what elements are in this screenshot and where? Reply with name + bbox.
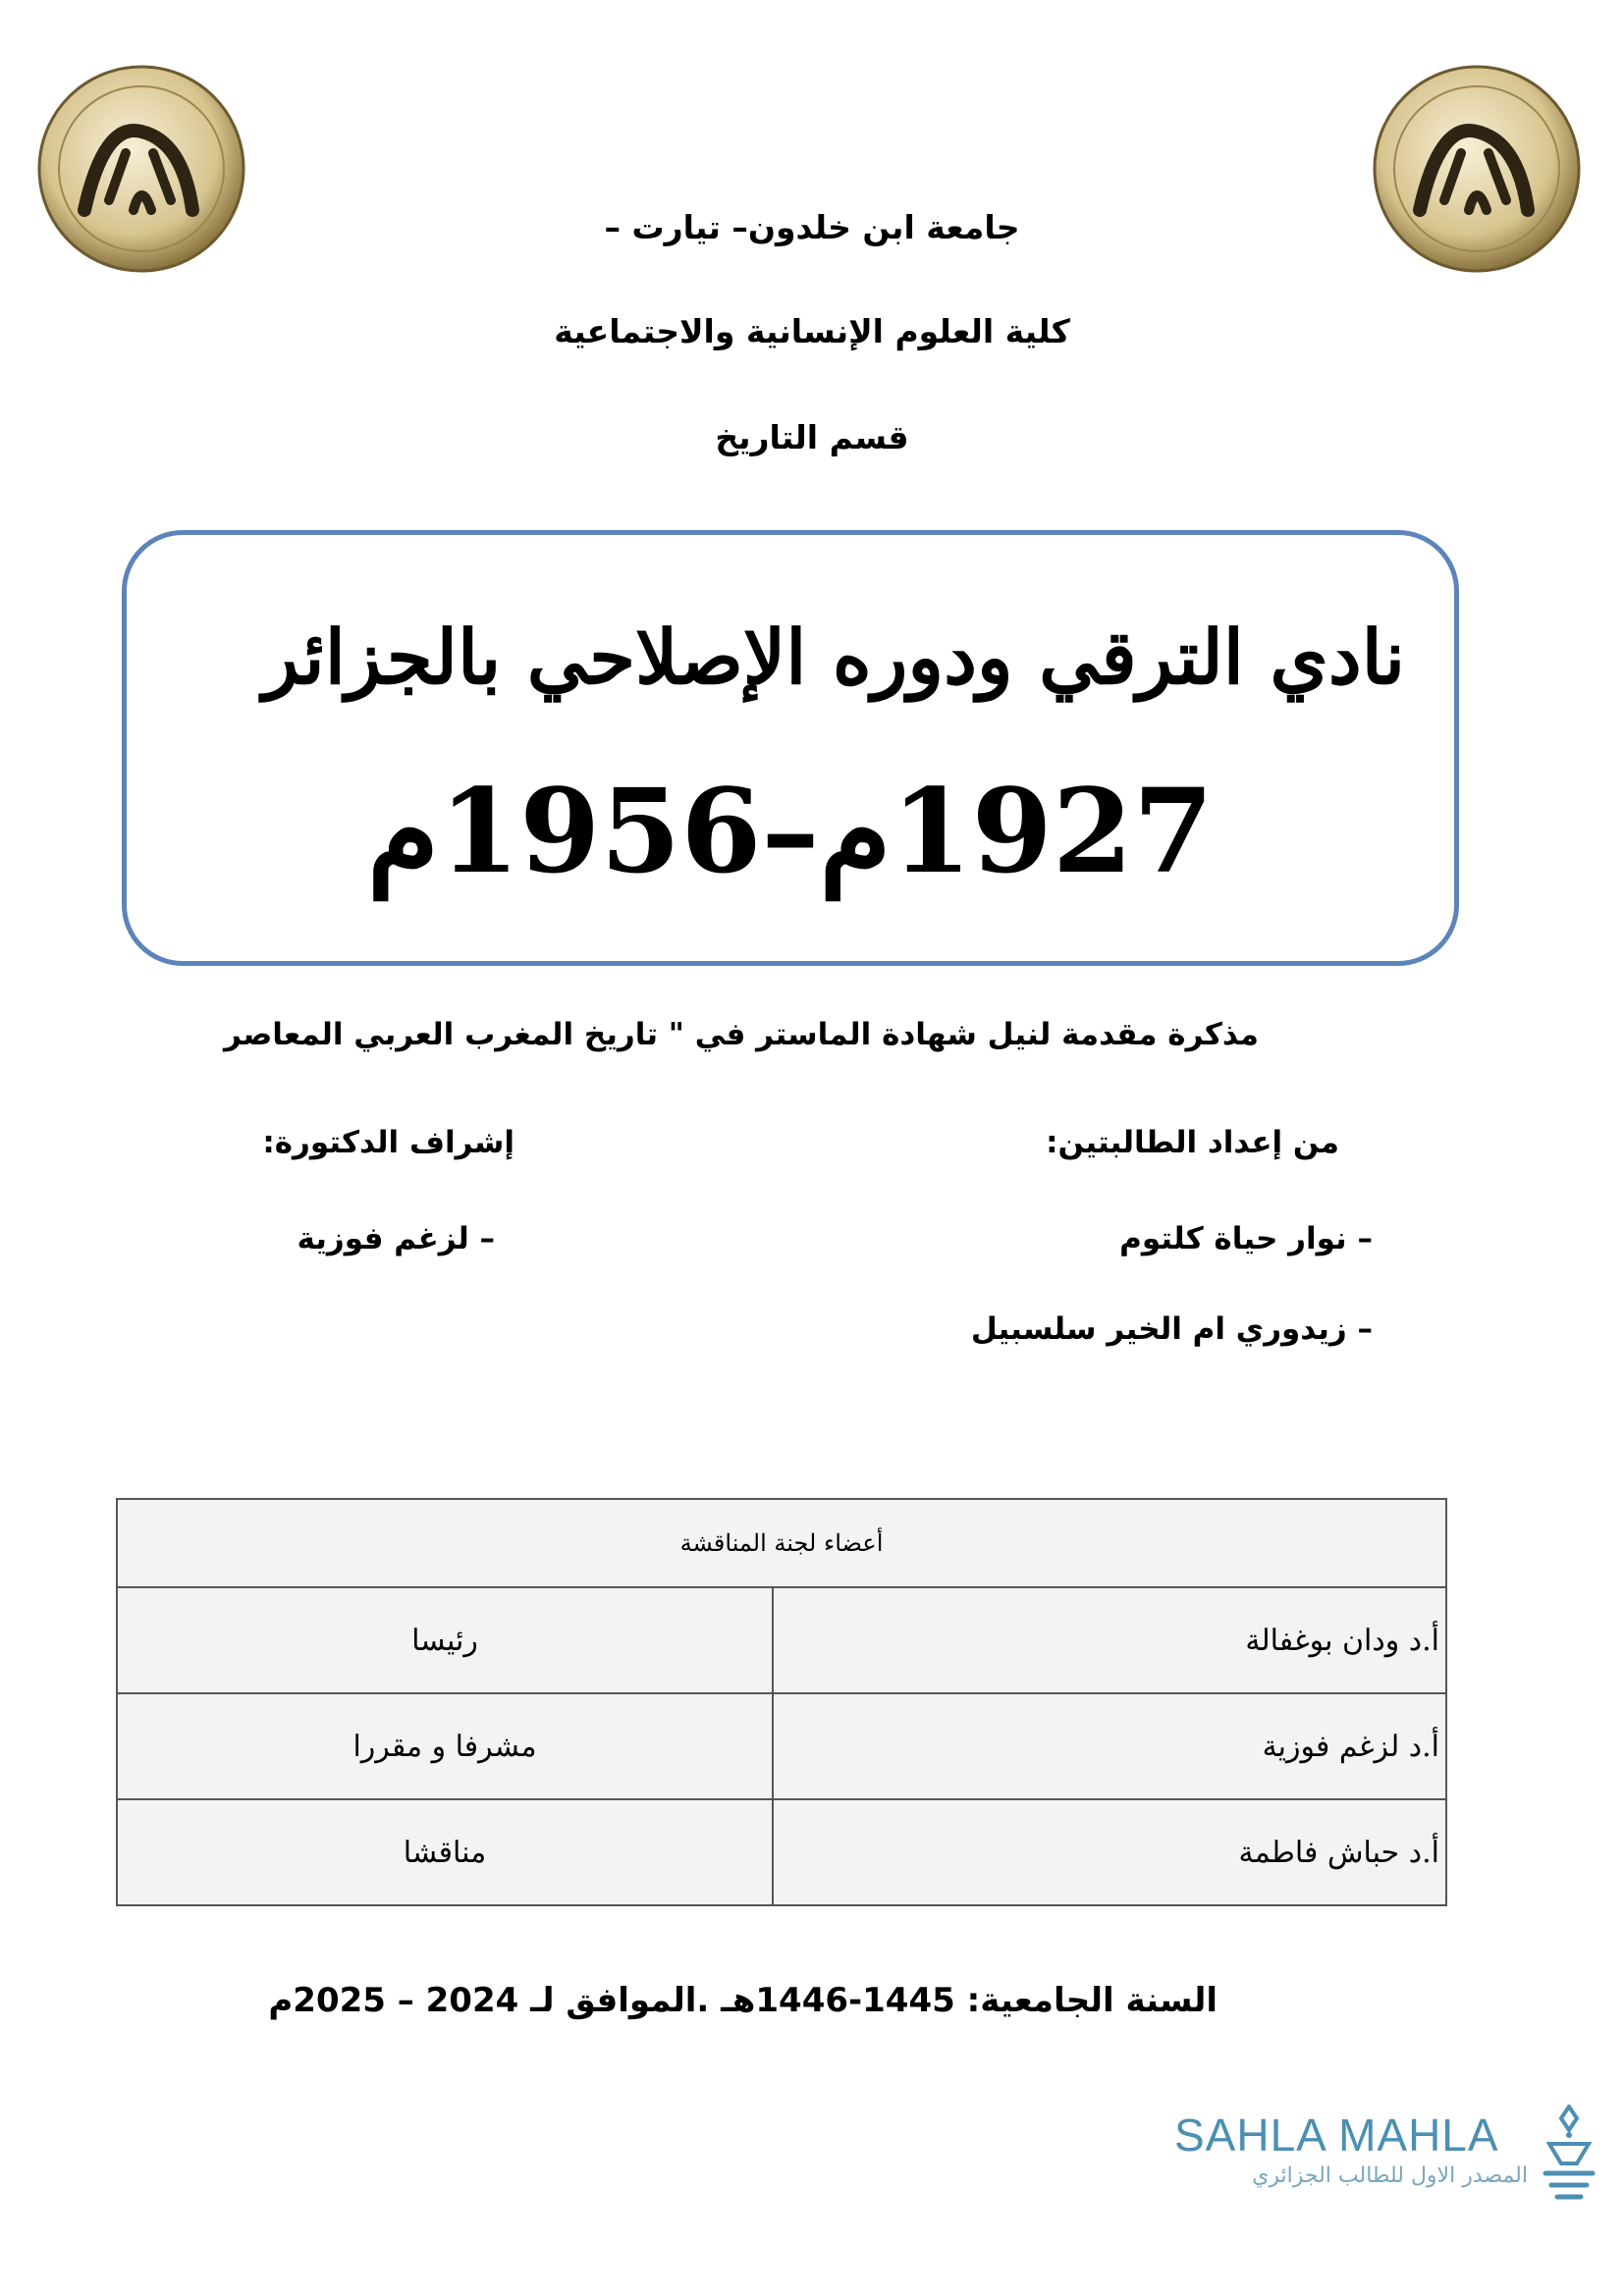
table-row	[117, 1799, 1446, 1905]
supervisor-name: – لزغم فوزية	[297, 1221, 495, 1256]
brand-name: SAHLA MAHLA	[1174, 2109, 1499, 2161]
member-name: أ.د ودان بوغفالة	[773, 1587, 1446, 1693]
table-header-row	[117, 1499, 1446, 1587]
table-row	[117, 1587, 1446, 1693]
title-box	[122, 530, 1459, 966]
supervisor-label: إشراف الدكتورة:	[262, 1125, 514, 1160]
brand-tagline: المصدر الاول للطالب الجزائري	[1252, 2163, 1528, 2188]
member-name: أ.د حباش فاطمة	[773, 1799, 1446, 1905]
member-role: مناقشا	[117, 1799, 773, 1905]
member-name: أ.د لزغم فوزية	[773, 1693, 1446, 1799]
thesis-period: 1927م–1956م	[367, 763, 1214, 899]
memo-statement: مذكرة مقدمة لنيل شهادة الماستر في " تاريخ المغرب العربي المعاصر	[224, 1017, 1259, 1052]
brand-watermark	[1174, 2109, 1606, 2207]
faculty-name: كلية العلوم الإنسانية والاجتماعية	[554, 312, 1070, 350]
committee-table	[116, 1498, 1447, 1906]
member-role: رئيسا	[117, 1587, 773, 1693]
academic-year: السنة الجامعية: 1445-1446هـ .الموافق لـ 2024 – 2025م	[268, 1981, 1218, 2020]
students-label: من إعداد الطالبتين:	[1046, 1125, 1339, 1160]
thesis-title: نادي الترقي ودوره الإصلاحي بالجزائر	[262, 614, 1405, 701]
student-name: – زيدوري ام الخير سلسبيل	[970, 1311, 1373, 1347]
department-name: قسم التاريخ	[715, 418, 909, 456]
table-row	[117, 1693, 1446, 1799]
committee-header: أعضاء لجنة المناقشة	[117, 1499, 1446, 1587]
member-role: مشرفا و مقررا	[117, 1693, 773, 1799]
brand-logo-icon	[1538, 2105, 1600, 2207]
student-name: – نوار حياة كلتوم	[1119, 1221, 1373, 1256]
university-name: جامعة ابن خلدون– تيارت –	[604, 208, 1020, 246]
